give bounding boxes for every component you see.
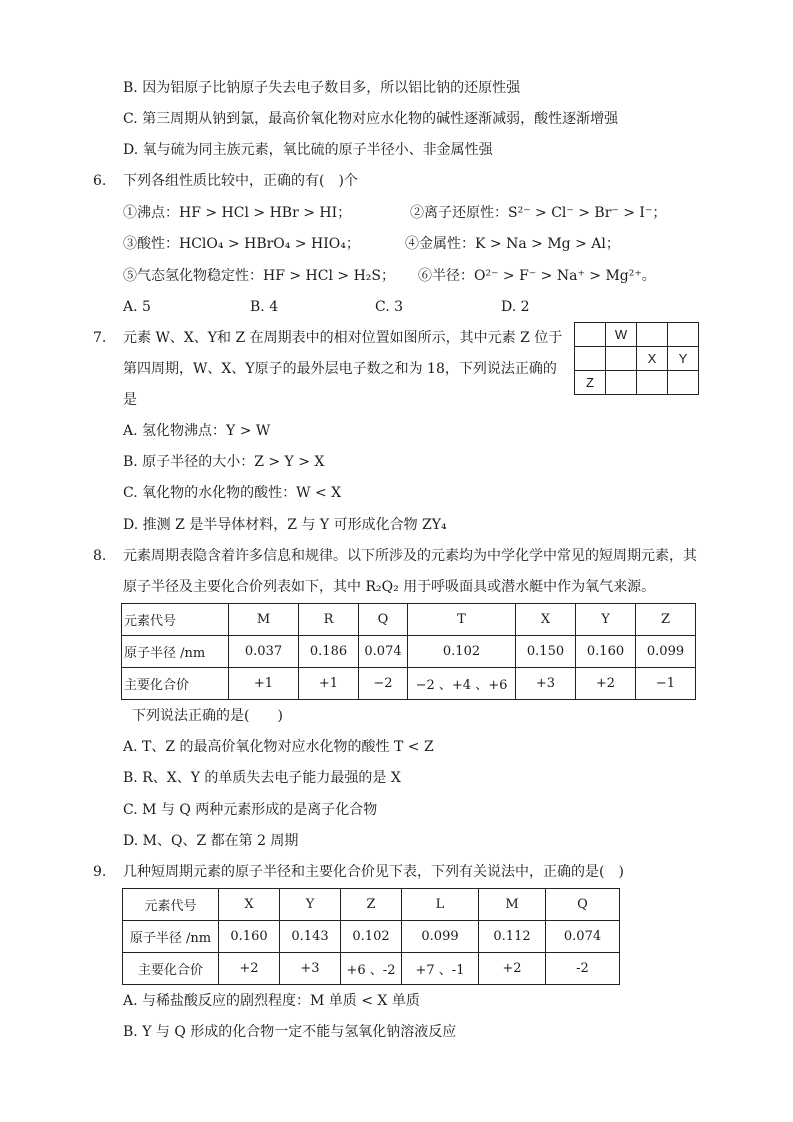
q6-item-2: ②离子还原性：S²⁻ > Cl⁻ > Br⁻ > I⁻； [410,205,667,221]
table-row [122,668,696,700]
table-header-cell: X [516,604,576,636]
table-row [122,604,696,636]
table-row [123,953,620,985]
grid-cell-z: Z [575,371,606,395]
q7-number: 7. [93,330,107,346]
table-cell: 0.037 [229,636,299,668]
q8-prompt: 下列说法正确的是( ) [132,708,283,724]
grid-cell [575,347,606,371]
table-cell: −1 [636,668,696,700]
table-header-cell: T [408,604,516,636]
table-cell: +2 [219,953,280,985]
table-cell: 0.074 [546,921,620,953]
table-header-cell: 元素代号 [123,889,219,921]
table-row [123,921,620,953]
q7-stem-line-3: 是 [123,392,137,408]
table-cell: 0.143 [280,921,341,953]
q6-item-3: ③酸性：HClO₄ > HBrO₄ > HIO₄； [123,236,360,252]
q8-option-b: B. R、X、Y 的单质失去电子能力最强的是 X [123,770,401,786]
prev-option-c: C. 第三周期从钠到氯，最高价氧化物对应水化物的碱性逐渐减弱，酸性逐渐增强 [123,111,619,127]
table-header-cell: Z [341,889,402,921]
table-cell: +3 [280,953,341,985]
prev-option-b: B. 因为铝原子比钠原子失去电子数目多，所以铝比钠的还原性强 [123,80,521,96]
table-row-label: 主要化合价 [122,668,229,700]
table-cell: 0.074 [359,636,408,668]
table-header-cell: R [299,604,359,636]
q7-stem-line-2: 第四周期，W、X、Y原子的最外层电子数之和为 18，下列说法正确的 [123,361,557,377]
table-cell: 0.112 [479,921,546,953]
q7-option-d: D. 推测 Z 是半导体材料，Z 与 Y 可形成化合物 ZY₄ [123,517,447,533]
grid-cell [606,347,637,371]
q8-stem-line-1: 元素周期表隐含着许多信息和规律。以下所涉及的元素均为中学化学中常见的短周期元素，其 [123,548,697,564]
table-cell: +3 [516,668,576,700]
q6-option-c: C. 3 [375,299,404,315]
q9-option-a: A. 与稀盐酸反应的剧烈程度：M 单质 < X 单质 [123,993,420,1009]
q9-option-b: B. Y 与 Q 形成的化合物一定不能与氢氧化钠溶液反应 [123,1024,457,1040]
table-row-label: 原子半径 /nm [123,921,219,953]
grid-cell-w: W [606,323,637,347]
table-cell: 0.099 [402,921,479,953]
table-cell: +1 [229,668,299,700]
table-cell: 0.160 [576,636,636,668]
q6-number: 6. [93,173,107,189]
table-header-cell: Q [546,889,620,921]
table-cell: +2 [479,953,546,985]
table-cell: −2 、+4 、+6 [408,668,516,700]
table-cell: +1 [299,668,359,700]
q9-number: 9. [93,864,107,880]
q6-stem: 下列各组性质比较中，正确的有( )个 [123,173,358,189]
q8-option-c: C. M 与 Q 两种元素形成的是离子化合物 [123,802,378,818]
table-cell: 0.160 [219,921,280,953]
table-row [123,889,620,921]
grid-cell [668,323,699,347]
grid-cell [575,323,606,347]
q9-stem: 几种短周期元素的原子半径和主要化合价见下表，下列有关说法中，正确的是( ) [123,864,624,880]
q9-element-table [122,888,620,985]
table-header-cell: Z [636,604,696,636]
q6-option-b: B. 4 [250,299,279,315]
q7-option-c: C. 氧化物的水化物的酸性：W < X [123,485,342,501]
table-cell: −2 [359,668,408,700]
grid-cell [637,323,668,347]
table-row-label: 原子半径 /nm [122,636,229,668]
table-cell: 0.099 [636,636,696,668]
q8-number: 8. [93,548,107,564]
q8-option-d: D. M、Q、Z 都在第 2 周期 [123,833,299,849]
q6-item-5: ⑤气态氢化物稳定性：HF > HCl > H₂S； [123,268,395,284]
grid-cell-x: X [637,347,668,371]
q8-stem-line-2: 原子半径及主要化合价列表如下，其中 R₂Q₂ 用于呼吸面具或潜水艇中作为氧气来源。 [123,579,656,595]
q7-option-b: B. 原子半径的大小：Z > Y > X [123,454,325,470]
table-header-cell: Y [280,889,341,921]
q6-option-d: D. 2 [501,299,530,315]
table-row-label: 主要化合价 [123,953,219,985]
table-header-cell: Q [359,604,408,636]
q6-item-1: ①沸点：HF > HCl > HBr > HI； [123,205,352,221]
q6-option-a: A. 5 [123,299,151,315]
grid-cell-y: Y [668,347,699,371]
table-cell: +7 、-1 [402,953,479,985]
table-cell: 0.150 [516,636,576,668]
table-header-cell: L [402,889,479,921]
grid-cell [668,371,699,395]
table-cell: 0.186 [299,636,359,668]
grid-cell [637,371,668,395]
table-header-cell: X [219,889,280,921]
table-cell: 0.102 [408,636,516,668]
table-cell: +6 、-2 [341,953,402,985]
table-cell: -2 [546,953,620,985]
q6-item-4: ④金属性：K > Na > Mg > Al； [405,236,620,252]
table-cell: +2 [576,668,636,700]
q8-option-a: A. T、Z 的最高价氧化物对应水化物的酸性 T < Z [123,739,434,755]
q7-stem-line-1: 元素 W、X、Y和 Z 在周期表中的相对位置如图所示，其中元素 Z 位于 [123,330,563,346]
prev-option-d: D. 氧与硫为同主族元素，氧比硫的原子半径小、非金属性强 [123,142,493,158]
table-cell: 0.102 [341,921,402,953]
table-header-cell: M [479,889,546,921]
table-header-cell: M [229,604,299,636]
table-header-cell: 元素代号 [122,604,229,636]
table-row [122,636,696,668]
table-header-cell: Y [576,604,636,636]
grid-cell [606,371,637,395]
q7-periodic-grid [574,322,699,395]
q8-element-table [121,603,696,700]
q6-item-6: ⑥半径：O²⁻ > F⁻ > Na⁺ > Mg²⁺。 [418,268,656,284]
q7-option-a: A. 氢化物沸点：Y > W [123,423,271,439]
